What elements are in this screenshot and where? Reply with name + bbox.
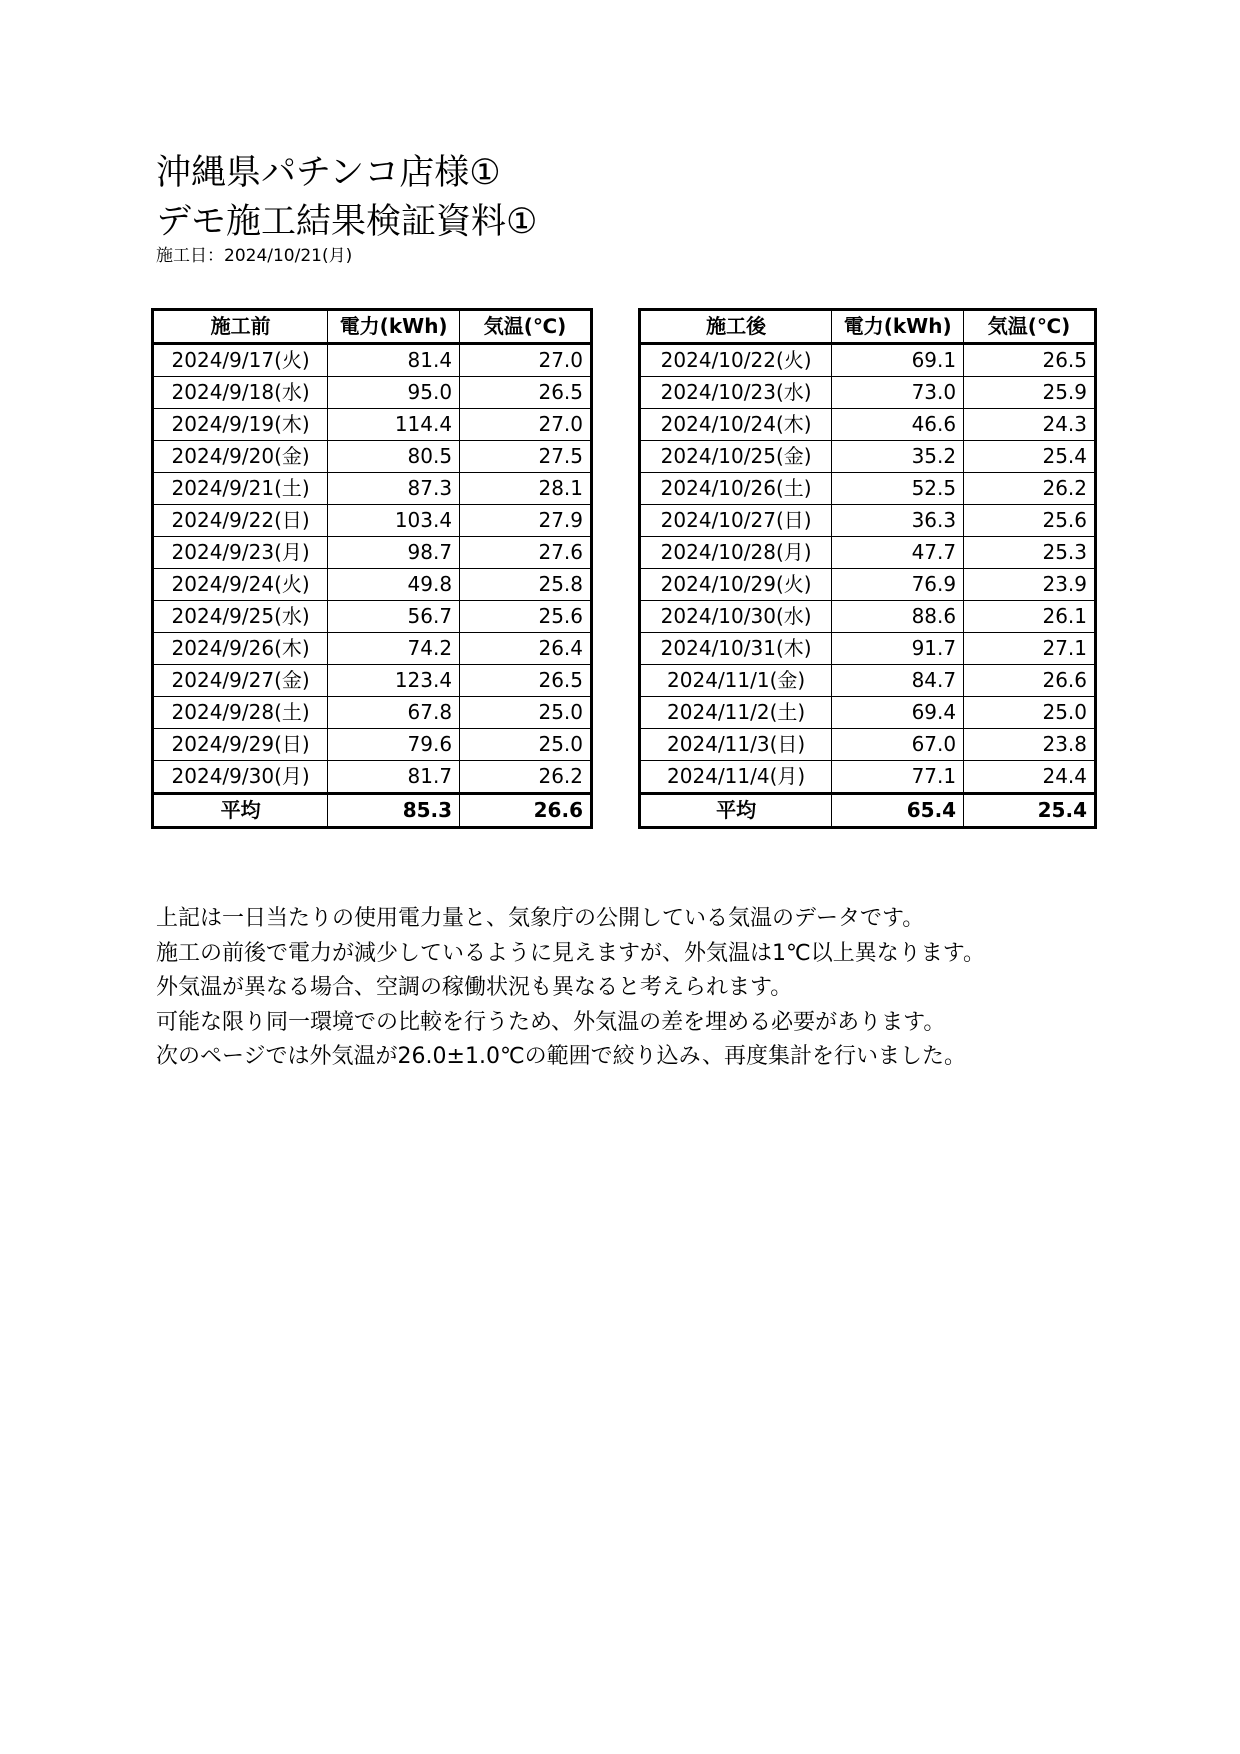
date-cell: 2024/9/29(日) bbox=[153, 729, 328, 761]
power-cell: 123.4 bbox=[328, 665, 460, 697]
power-cell: 69.4 bbox=[832, 697, 964, 729]
note-line: 可能な限り同一環境での比較を行うため、外気温の差を埋める必要があります。 bbox=[156, 1009, 946, 1035]
date-cell: 2024/11/1(金) bbox=[640, 665, 832, 697]
table-row bbox=[153, 409, 592, 441]
power-cell: 47.7 bbox=[832, 537, 964, 569]
note-line: 施工の前後で電力が減少しているように見えますが、外気温は1℃以上異なります。 bbox=[156, 940, 985, 966]
table-row bbox=[153, 344, 592, 377]
date-cell: 2024/9/23(月) bbox=[153, 537, 328, 569]
power-cell: 84.7 bbox=[832, 665, 964, 697]
power-cell: 76.9 bbox=[832, 569, 964, 601]
temp-cell: 25.0 bbox=[460, 729, 592, 761]
temp-cell: 27.6 bbox=[460, 537, 592, 569]
temp-cell: 26.2 bbox=[964, 473, 1096, 505]
date-cell: 2024/10/30(水) bbox=[640, 601, 832, 633]
temp-cell: 28.1 bbox=[460, 473, 592, 505]
power-cell: 46.6 bbox=[832, 409, 964, 441]
temp-cell: 24.4 bbox=[964, 761, 1096, 794]
temp-cell: 24.3 bbox=[964, 409, 1096, 441]
table-row bbox=[153, 697, 592, 729]
temp-cell: 26.5 bbox=[460, 665, 592, 697]
temp-cell: 27.1 bbox=[964, 633, 1096, 665]
table-row bbox=[153, 633, 592, 665]
table-row bbox=[640, 505, 1096, 537]
date-cell: 2024/10/22(火) bbox=[640, 344, 832, 377]
average-power: 65.4 bbox=[832, 794, 964, 828]
table-body bbox=[153, 344, 592, 794]
column-header-date: 施工前 bbox=[153, 310, 328, 344]
date-cell: 2024/10/23(水) bbox=[640, 377, 832, 409]
power-cell: 79.6 bbox=[328, 729, 460, 761]
power-cell: 74.2 bbox=[328, 633, 460, 665]
date-cell: 2024/9/27(金) bbox=[153, 665, 328, 697]
table-row bbox=[640, 537, 1096, 569]
date-cell: 2024/10/27(日) bbox=[640, 505, 832, 537]
table-row bbox=[640, 344, 1096, 377]
table-row bbox=[153, 761, 592, 794]
average-label: 平均 bbox=[640, 794, 832, 828]
after-installation-table bbox=[638, 308, 1097, 829]
table-row bbox=[153, 537, 592, 569]
average-power: 85.3 bbox=[328, 794, 460, 828]
table-row bbox=[153, 665, 592, 697]
date-cell: 2024/9/19(木) bbox=[153, 409, 328, 441]
table-row bbox=[640, 761, 1096, 794]
date-cell: 2024/9/22(日) bbox=[153, 505, 328, 537]
table-row bbox=[640, 377, 1096, 409]
column-header-temp: 気温(℃) bbox=[964, 310, 1096, 344]
power-cell: 56.7 bbox=[328, 601, 460, 633]
date-cell: 2024/10/28(月) bbox=[640, 537, 832, 569]
power-cell: 49.8 bbox=[328, 569, 460, 601]
date-cell: 2024/10/31(木) bbox=[640, 633, 832, 665]
power-cell: 98.7 bbox=[328, 537, 460, 569]
note-line: 次のページでは外気温が26.0±1.0℃の範囲で絞り込み、再度集計を行いました。 bbox=[156, 1044, 966, 1069]
table-row bbox=[640, 697, 1096, 729]
table-row bbox=[153, 601, 592, 633]
note-line: 上記は一日当たりの使用電力量と、気象庁の公開している気温のデータです。 bbox=[156, 906, 925, 931]
power-cell: 81.4 bbox=[328, 344, 460, 377]
explanation-notes bbox=[156, 902, 985, 1075]
power-cell: 35.2 bbox=[832, 441, 964, 473]
table-row bbox=[153, 473, 592, 505]
temp-cell: 26.5 bbox=[964, 344, 1096, 377]
table-row bbox=[153, 377, 592, 409]
table-row bbox=[153, 569, 592, 601]
column-header-power: 電力(kWh) bbox=[328, 310, 460, 344]
power-cell: 95.0 bbox=[328, 377, 460, 409]
table-row bbox=[640, 665, 1096, 697]
table-row bbox=[640, 729, 1096, 761]
date-cell: 2024/9/25(水) bbox=[153, 601, 328, 633]
date-cell: 2024/11/3(日) bbox=[640, 729, 832, 761]
table-body bbox=[640, 344, 1096, 794]
temp-cell: 25.6 bbox=[964, 505, 1096, 537]
temp-cell: 25.4 bbox=[964, 441, 1096, 473]
temp-cell: 25.9 bbox=[964, 377, 1096, 409]
table-row bbox=[640, 473, 1096, 505]
temp-cell: 25.8 bbox=[460, 569, 592, 601]
average-temp: 26.6 bbox=[460, 794, 592, 828]
date-cell: 2024/9/24(火) bbox=[153, 569, 328, 601]
date-cell: 2024/11/4(月) bbox=[640, 761, 832, 794]
temp-cell: 23.8 bbox=[964, 729, 1096, 761]
temp-cell: 27.9 bbox=[460, 505, 592, 537]
temp-cell: 26.1 bbox=[964, 601, 1096, 633]
date-cell: 2024/10/25(金) bbox=[640, 441, 832, 473]
install-date: 施工日：2024/10/21(月) bbox=[156, 246, 353, 266]
date-cell: 2024/9/30(月) bbox=[153, 761, 328, 794]
table-row bbox=[153, 729, 592, 761]
average-label: 平均 bbox=[153, 794, 328, 828]
power-cell: 36.3 bbox=[832, 505, 964, 537]
temp-cell: 27.0 bbox=[460, 344, 592, 377]
power-cell: 87.3 bbox=[328, 473, 460, 505]
table-row bbox=[640, 441, 1096, 473]
temp-cell: 27.0 bbox=[460, 409, 592, 441]
table-row bbox=[640, 569, 1096, 601]
power-cell: 67.8 bbox=[328, 697, 460, 729]
temp-cell: 25.3 bbox=[964, 537, 1096, 569]
power-cell: 81.7 bbox=[328, 761, 460, 794]
date-cell: 2024/10/26(土) bbox=[640, 473, 832, 505]
power-cell: 52.5 bbox=[832, 473, 964, 505]
temp-cell: 23.9 bbox=[964, 569, 1096, 601]
power-cell: 114.4 bbox=[328, 409, 460, 441]
date-cell: 2024/11/2(土) bbox=[640, 697, 832, 729]
column-header-date: 施工後 bbox=[640, 310, 832, 344]
power-cell: 67.0 bbox=[832, 729, 964, 761]
date-cell: 2024/9/17(火) bbox=[153, 344, 328, 377]
page-title-line-2: デモ施工結果検証資料① bbox=[156, 202, 538, 242]
table-row bbox=[640, 633, 1096, 665]
date-cell: 2024/9/21(土) bbox=[153, 473, 328, 505]
table-row bbox=[640, 409, 1096, 441]
power-cell: 80.5 bbox=[328, 441, 460, 473]
temp-cell: 27.5 bbox=[460, 441, 592, 473]
table-header-row bbox=[640, 310, 1096, 344]
temp-cell: 26.4 bbox=[460, 633, 592, 665]
power-cell: 77.1 bbox=[832, 761, 964, 794]
average-row bbox=[153, 794, 592, 828]
average-temp: 25.4 bbox=[964, 794, 1096, 828]
table-row bbox=[153, 505, 592, 537]
power-cell: 91.7 bbox=[832, 633, 964, 665]
temp-cell: 26.2 bbox=[460, 761, 592, 794]
temp-cell: 25.6 bbox=[460, 601, 592, 633]
before-installation-table bbox=[151, 308, 593, 829]
column-header-temp: 気温(℃) bbox=[460, 310, 592, 344]
table-header-row bbox=[153, 310, 592, 344]
average-row bbox=[640, 794, 1096, 828]
date-cell: 2024/9/26(木) bbox=[153, 633, 328, 665]
temp-cell: 25.0 bbox=[460, 697, 592, 729]
temp-cell: 25.0 bbox=[964, 697, 1096, 729]
date-cell: 2024/9/18(水) bbox=[153, 377, 328, 409]
table-row bbox=[640, 601, 1096, 633]
power-cell: 73.0 bbox=[832, 377, 964, 409]
temp-cell: 26.6 bbox=[964, 665, 1096, 697]
column-header-power: 電力(kWh) bbox=[832, 310, 964, 344]
date-cell: 2024/10/24(木) bbox=[640, 409, 832, 441]
power-cell: 69.1 bbox=[832, 344, 964, 377]
temp-cell: 26.5 bbox=[460, 377, 592, 409]
power-cell: 88.6 bbox=[832, 601, 964, 633]
table-row bbox=[153, 441, 592, 473]
power-cell: 103.4 bbox=[328, 505, 460, 537]
page-title-line-1: 沖縄県パチンコ店様① bbox=[156, 153, 501, 193]
date-cell: 2024/10/29(火) bbox=[640, 569, 832, 601]
date-cell: 2024/9/28(土) bbox=[153, 697, 328, 729]
note-line: 外気温が異なる場合、空調の稼働状況も異なると考えられます。 bbox=[156, 975, 793, 1000]
date-cell: 2024/9/20(金) bbox=[153, 441, 328, 473]
